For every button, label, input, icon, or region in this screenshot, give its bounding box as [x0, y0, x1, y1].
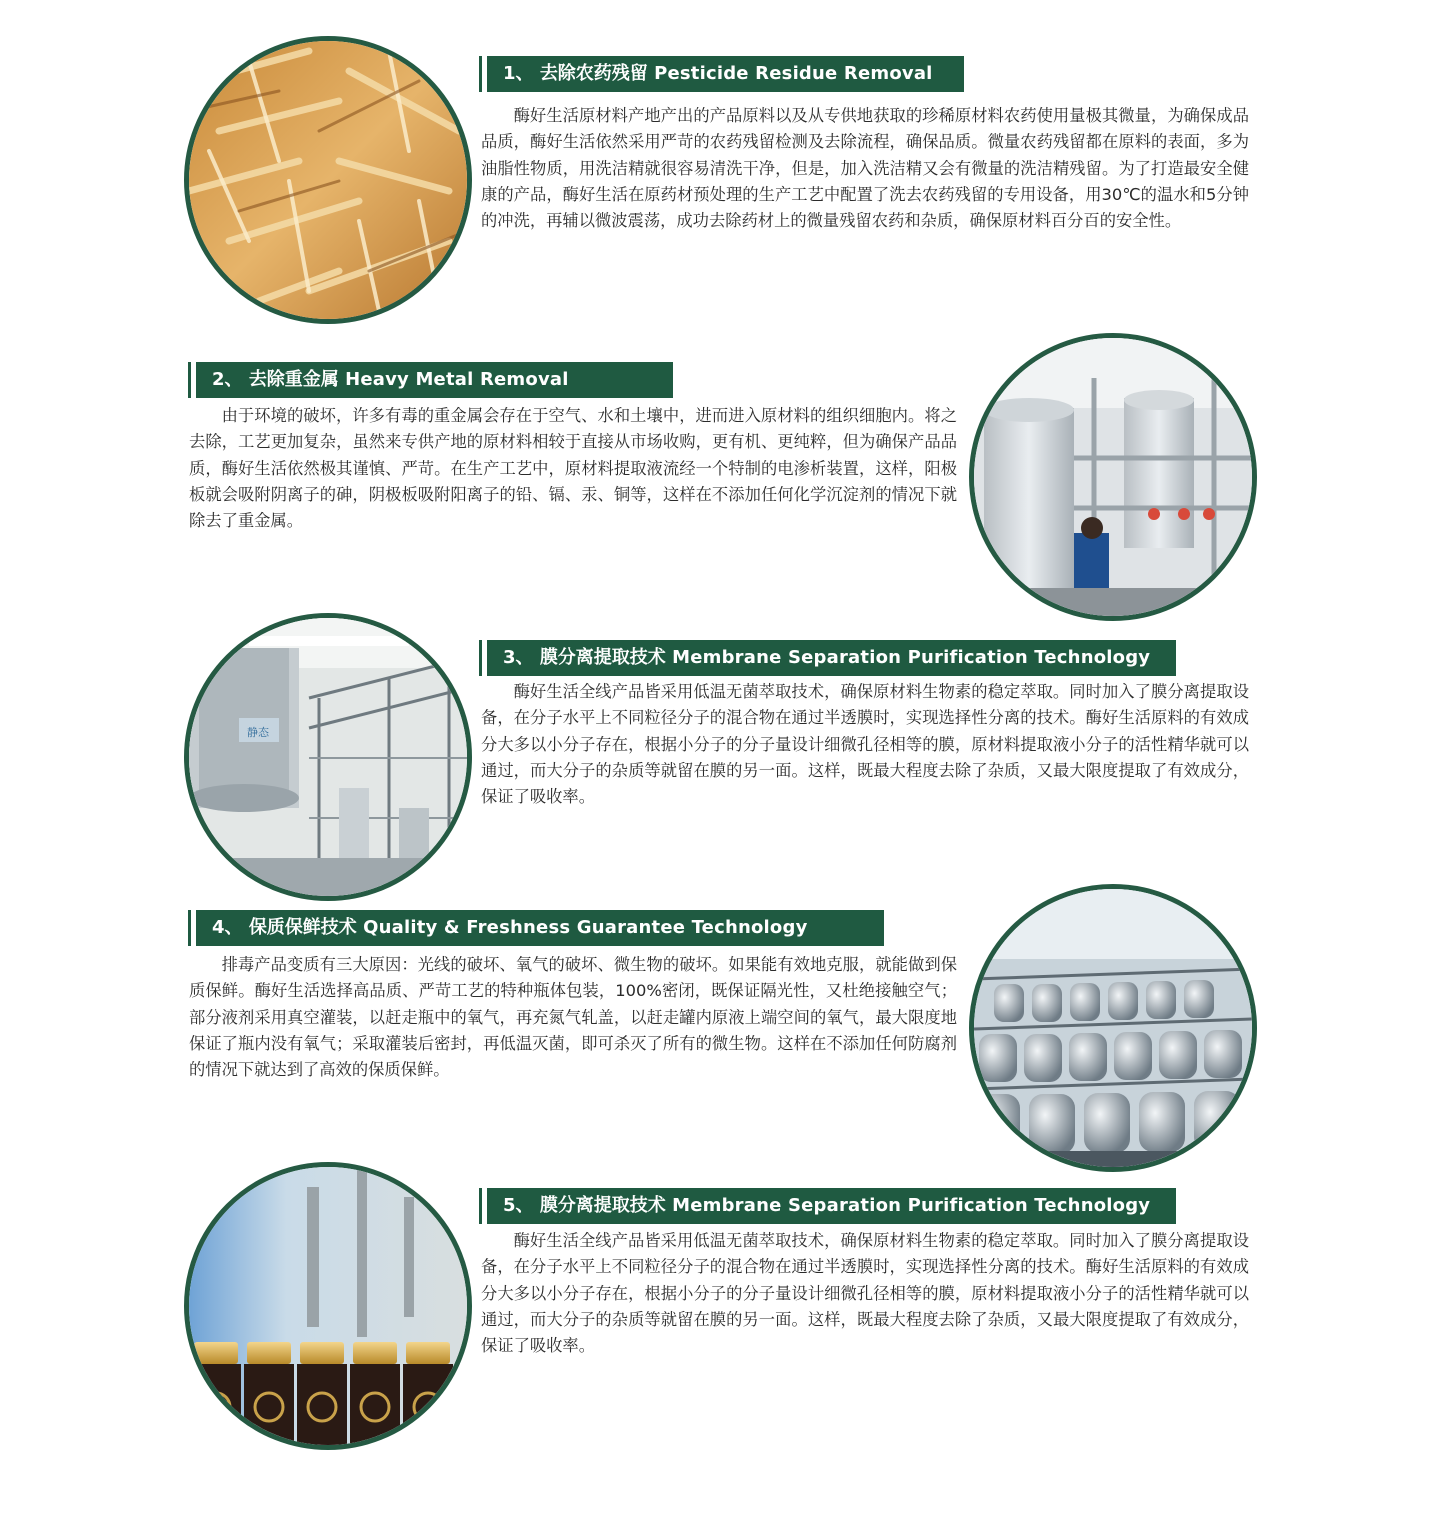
section-3-number: 3、 — [503, 647, 534, 668]
section-4-body: 排毒产品变质有三大原因：光线的破坏、氧气的破坏、微生物的破坏。如果能有效地克服，就能做到保质保鲜。酶好生活选择高品质、严苛工艺的特种瓶体包装，100%密闭，既保证隔光性，又杜绝接触空气；部分液剂采用真空灌装，以赶走瓶中的氧气，再充氮气轧盖，以赶走罐内原液上端空间的氧气，最大限度地保证了瓶内没有氧气；采取灌装后密封，再低温灭菌，即可杀灭了所有的微生物。这样在不添加任何防腐剂的情况下就达到了高效的保质保鲜。 — [189, 955, 957, 1080]
section-4-photo — [969, 884, 1257, 1172]
section-5-title-zh: 膜分离提取技术 — [539, 1195, 666, 1216]
section-3-body: 酶好生活全线产品皆采用低温无菌萃取技术，确保原材料生物素的稳定萃取。同时加入了膜分离提取设备，在分子水平上不同粒径分子的混合物在通过半透膜时，实现选择性分离的技术。酶好生活原料的有效成分大多以小分子存在，根据小分子的分子量设计细微孔径相等的膜，原材料提取液小分子的活性精华就可以通过，而大分子的杂质等就留在膜的另一面。这样，既最大程度去除了杂质，又最大限度提取了有效成分，保证了吸收率。 — [481, 682, 1249, 807]
section-2-title-zh: 去除重金属 — [248, 369, 339, 390]
section-1-number: 1、 — [503, 63, 534, 84]
section-1-title-en: Pesticide Residue Removal — [654, 63, 933, 84]
section-2-heading — [196, 362, 673, 398]
section-5-number: 5、 — [503, 1195, 534, 1216]
section-4-title-en: Quality & Freshness Guarantee Technology — [363, 917, 808, 938]
section-4-title-zh: 保质保鲜技术 — [248, 917, 357, 938]
section-5-title-en: Membrane Separation Purification Technology — [672, 1195, 1151, 1216]
section-3-title-zh: 膜分离提取技术 — [539, 647, 666, 668]
section-4-number: 4、 — [212, 917, 243, 938]
section-4-heading — [196, 910, 884, 946]
section-5-body: 酶好生活全线产品皆采用低温无菌萃取技术，确保原材料生物素的稳定萃取。同时加入了膜分离提取设备，在分子水平上不同粒径分子的混合物在通过半透膜时，实现选择性分离的技术。酶好生活原料的有效成分大多以小分子存在，根据小分子的分子量设计细微孔径相等的膜，原材料提取液小分子的活性精华就可以通过，而大分子的杂质等就留在膜的另一面。这样，既最大程度去除了杂质，又最大限度提取了有效成分，保证了吸收率。 — [481, 1231, 1249, 1356]
section-1-photo — [184, 36, 472, 324]
section-2-photo — [969, 333, 1257, 621]
section-3-photo — [184, 613, 472, 901]
section-3-heading — [487, 640, 1176, 676]
section-2-number: 2、 — [212, 369, 243, 390]
section-5-heading — [487, 1188, 1176, 1224]
section-1-heading — [487, 56, 964, 92]
section-3-title-en: Membrane Separation Purification Technology — [672, 647, 1151, 668]
tank-label: 静态 — [247, 726, 269, 739]
section-1-body: 酶好生活原材料产地产出的产品原料以及从专供地获取的珍稀原材料农药使用量极其微量，为确保成品品质，酶好生活依然采用严苛的农药残留检测及去除流程，确保品质。微量农药残留都在原料的表面，多为油脂性物质，用洗洁精就很容易清洗干净，但是，加入洗洁精又会有微量的洗洁精残留。为了打造最安全健康的产品，酶好生活在原药材预处理的生产工艺中配置了洗去农药残留的专用设备，用30℃的温水和5分钟的冲洗，再辅以微波震荡，成功去除药材上的微量残留农药和杂质，确保原材料百分百的安全性。 — [481, 106, 1249, 231]
section-2-title-en: Heavy Metal Removal — [345, 369, 569, 390]
section-1-title-zh: 去除农药残留 — [539, 63, 648, 84]
section-5-photo — [184, 1162, 472, 1450]
section-2-body: 由于环境的破坏，许多有毒的重金属会存在于空气、水和土壤中，进而进入原材料的组织细胞内。将之去除，工艺更加复杂，虽然来专供产地的原材料相较于直接从市场收购，更有机、更纯粹，但为确保产品品质，酶好生活依然极其谨慎、严苛。在生产工艺中，原材料提取液流经一个特制的电渗析装置，这样，阳极板就会吸附阴离子的砷，阴极板吸附阳离子的铅、镉、汞、铜等，这样在不添加任何化学沉淀剂的情况下就除去了重金属。 — [189, 406, 957, 531]
